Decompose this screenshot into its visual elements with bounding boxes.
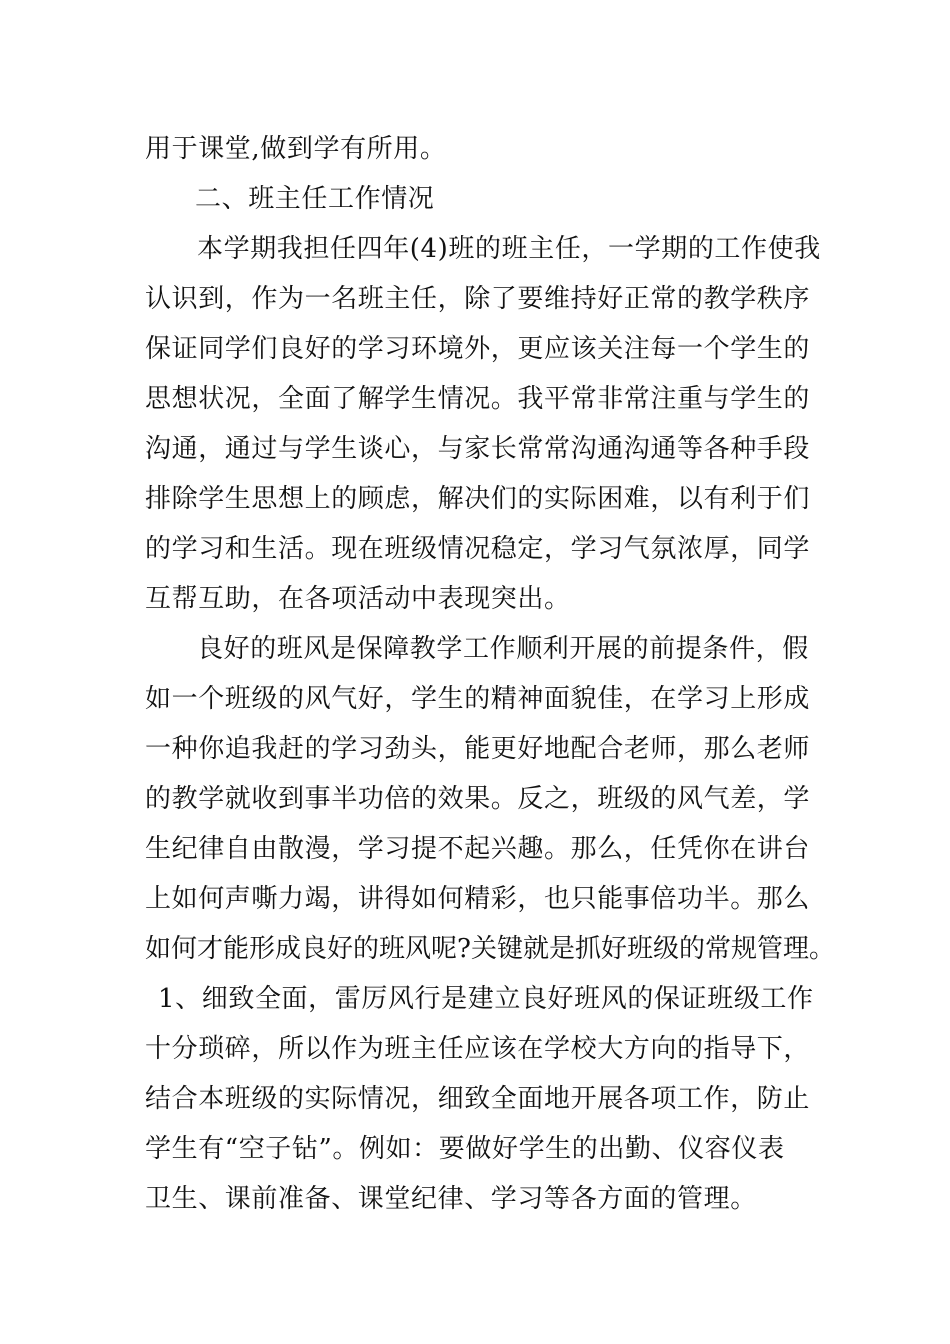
text-line: 如何才能形成良好的班风呢?关键就是抓好班级的常规管理。 xyxy=(145,934,835,964)
text-line: 结合本班级的实际情况，细致全面地开展各项工作，防止 xyxy=(145,1084,811,1114)
text-line: 学生有“空子钻”。例如：要做好学生的出勤、仪容仪表 xyxy=(145,1134,785,1164)
text-line: 生纪律自由散漫，学习提不起兴趣。那么，任凭你在讲台 xyxy=(145,834,811,864)
text-line: 保证同学们良好的学习环境外，更应该关注每一个学生的 xyxy=(145,334,811,364)
text-line: 良好的班风是保障教学工作顺利开展的前提条件，假 xyxy=(197,634,809,664)
text-line: 的教学就收到事半功倍的效果。反之，班级的风气差，学 xyxy=(145,784,811,814)
list-item: 1、细致全面，雷厉风行是建立良好班风的保证班级工作 xyxy=(158,984,814,1014)
text-line: 一种你追我赶的学习劲头，能更好地配合老师，那么老师 xyxy=(145,734,811,764)
text-line: 本学期我担任四年(4)班的班主任，一学期的工作使我 xyxy=(197,234,821,264)
text-line: 排除学生思想上的顾虑，解决们的实际困难，以有利于们 xyxy=(145,484,811,514)
text-line: 互帮互助，在各项活动中表现突出。 xyxy=(145,584,571,614)
text-line: 沟通，通过与学生谈心，与家长常常沟通沟通等各种手段 xyxy=(145,434,811,464)
text-line: 十分琐碎，所以作为班主任应该在学校大方向的指导下， xyxy=(145,1034,811,1064)
text-line: 卫生、课前准备、课堂纪律、学习等各方面的管理。 xyxy=(145,1184,757,1214)
text-line: 的学习和生活。现在班级情况稳定，学习气氛浓厚，同学 xyxy=(145,534,811,564)
section-heading: 二、班主任工作情况 xyxy=(195,184,435,214)
text-line: 认识到，作为一名班主任，除了要维持好正常的教学秩序 xyxy=(145,284,811,314)
text-line: 用于课堂,做到学有所用。 xyxy=(145,134,447,164)
text-line: 上如何声嘶力竭，讲得如何精彩，也只能事倍功半。那么 xyxy=(145,884,811,914)
text-line: 如一个班级的风气好，学生的精神面貌佳，在学习上形成 xyxy=(145,684,811,714)
text-line: 思想状况，全面了解学生情况。我平常非常注重与学生的 xyxy=(145,384,811,414)
